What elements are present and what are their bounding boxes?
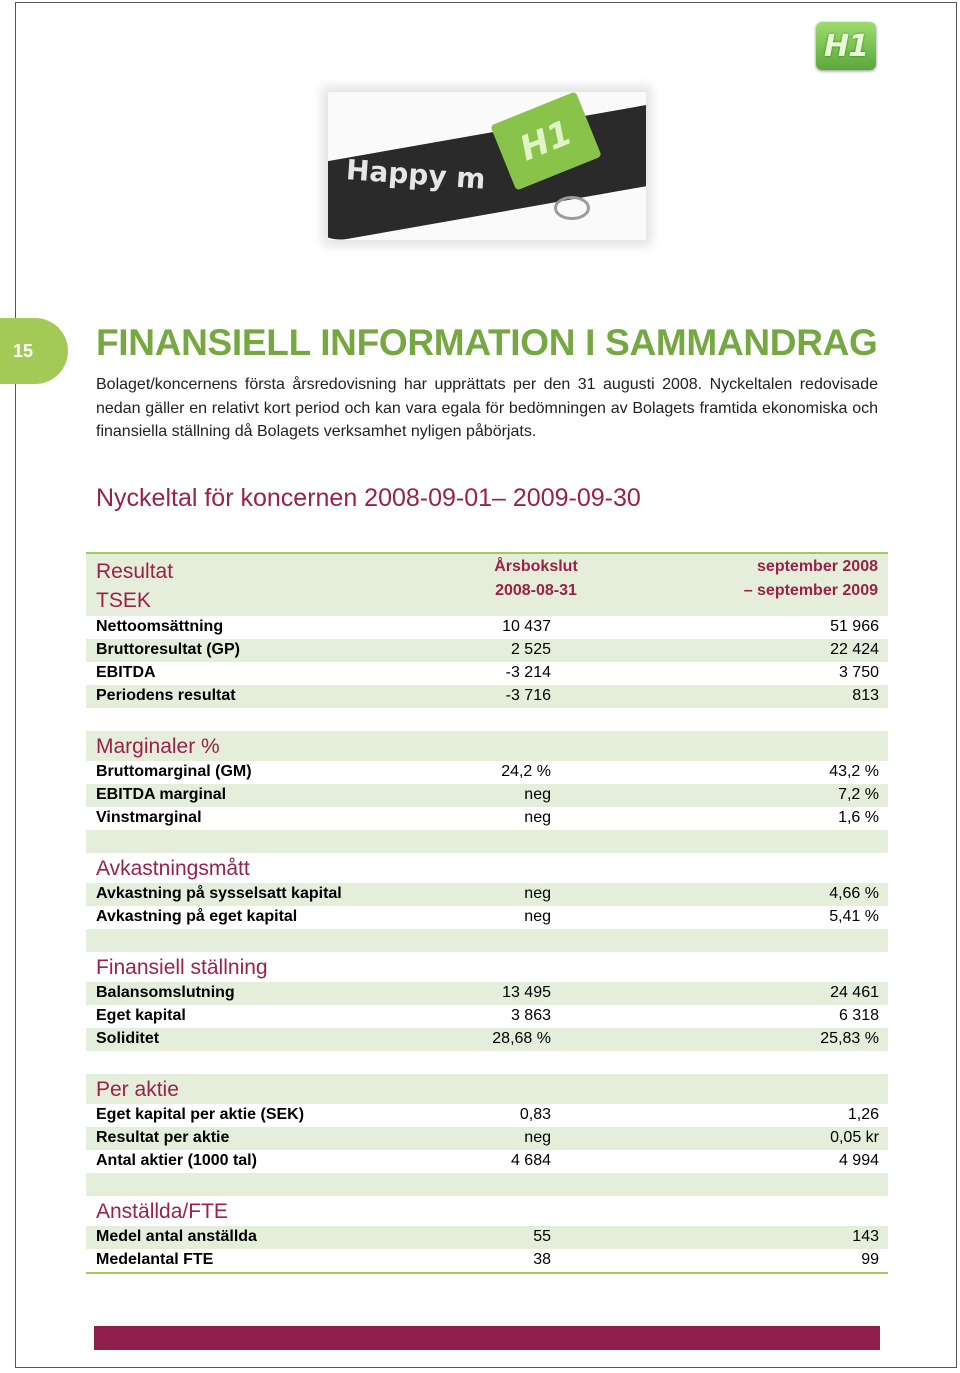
table-row: [86, 685, 888, 708]
row-value-1: 13 495: [502, 984, 551, 1001]
row-label: Balansomslutning: [96, 984, 235, 1001]
spacer-row: [86, 1173, 888, 1196]
row-value-2: 0,05 kr: [830, 1129, 879, 1146]
table-row: [86, 662, 888, 685]
table-row: [86, 906, 888, 929]
row-value-1: 28,68 %: [492, 1030, 551, 1047]
header-col1-line2: 2008-08-31: [495, 582, 577, 599]
page-number-badge: [0, 318, 68, 384]
header-col2-line1: september 2008: [757, 558, 878, 575]
section-header-finansiell: [86, 952, 888, 982]
lanyard-photo: [328, 92, 646, 240]
section-header-avkastning: [86, 853, 888, 883]
table-row: [86, 1127, 888, 1150]
page-number: 15: [12, 340, 34, 361]
table-row: [86, 1150, 888, 1173]
row-label: Soliditet: [96, 1030, 160, 1047]
row-value-2: 99: [861, 1251, 879, 1268]
row-value-1: neg: [524, 786, 551, 803]
header-resultat: Resultat: [96, 560, 174, 583]
spacer-row: [86, 830, 888, 853]
header-col2-line2: – september 2009: [743, 582, 878, 599]
table-row: [86, 1028, 888, 1051]
section-title: Avkastningsmått: [96, 857, 250, 880]
row-label: Medel antal anställda: [96, 1228, 257, 1245]
row-label: EBITDA marginal: [96, 786, 227, 803]
row-label: Bruttoresultat (GP): [96, 641, 240, 658]
row-value-2: 51 966: [830, 618, 879, 635]
row-label: Eget kapital per aktie (SEK): [96, 1106, 305, 1123]
row-value-1: neg: [524, 1129, 551, 1146]
table-header: [86, 554, 888, 616]
table-row: [86, 982, 888, 1005]
row-value-2: 5,41 %: [829, 908, 879, 925]
row-label: Nettoomsättning: [96, 618, 224, 635]
row-value-2: 6 318: [838, 1007, 879, 1024]
row-value-2: 4 994: [838, 1152, 879, 1169]
table-row: [86, 639, 888, 662]
row-value-2: 1,26: [847, 1106, 879, 1123]
row-value-1: neg: [524, 885, 551, 902]
spacer-row: [86, 929, 888, 952]
strap-text: Happy m: [345, 153, 487, 196]
row-value-1: 55: [533, 1228, 551, 1245]
page-title: FINANSIELL INFORMATION I SAMMANDRAG: [96, 322, 878, 363]
row-value-1: 3 863: [510, 1007, 551, 1024]
intro-paragraph: Bolaget/koncernens första årsredovisning har upprättats per den 31 augusti 2008. Nyckeltalen redovisade nedan gäller en relativt kort period och kan vara egala för bedömningen av Bolagets framtida ekonomiska och finansiella ställning då Bolagets verksamhet nyligen påbörjats.: [96, 376, 878, 440]
row-value-2: 7,2 %: [838, 786, 879, 803]
row-label: Avkastning på sysselsatt kapital: [96, 885, 342, 902]
row-value-1: 38: [533, 1251, 551, 1268]
section-title: Anställda/FTE: [96, 1200, 228, 1223]
row-label: Resultat per aktie: [96, 1129, 230, 1146]
spacer-row: [86, 708, 888, 731]
header-col1-line1: Årsbokslut: [494, 558, 578, 575]
row-label: Periodens resultat: [96, 687, 236, 704]
row-label: Medelantal FTE: [96, 1251, 214, 1268]
section-title: Finansiell ställning: [96, 956, 268, 979]
row-label: Vinstmarginal: [96, 809, 202, 826]
row-value-2: 22 424: [830, 641, 879, 658]
table-row: [86, 883, 888, 906]
row-label: Bruttomarginal (GM): [96, 763, 252, 780]
row-value-1: neg: [524, 809, 551, 826]
section-header-per-aktie: [86, 1074, 888, 1104]
section-header-marginaler: [86, 731, 888, 761]
header-tsek: TSEK: [96, 589, 151, 612]
section-subtitle: Nyckeltal för koncernen 2008-09-01– 2009-09-30: [96, 484, 641, 512]
footer-bar: [94, 1326, 880, 1350]
table-row: [86, 616, 888, 639]
h1-logo: [816, 22, 876, 70]
row-value-1: 4 684: [510, 1152, 551, 1169]
table-row: [86, 1249, 888, 1272]
row-label: Eget kapital: [96, 1007, 186, 1024]
row-value-2: 1,6 %: [838, 809, 879, 826]
row-value-2: 143: [852, 1228, 879, 1245]
section-title: Marginaler %: [96, 735, 220, 758]
row-value-1: -3 716: [505, 687, 551, 704]
row-value-1: 0,83: [519, 1106, 551, 1123]
table-row: [86, 761, 888, 784]
section-title: Per aktie: [96, 1078, 179, 1101]
row-label: Antal aktier (1000 tal): [96, 1152, 257, 1169]
row-label: EBITDA: [96, 664, 156, 681]
row-value-2: 43,2 %: [829, 763, 879, 780]
row-value-2: 4,66 %: [829, 885, 879, 902]
table-row: [86, 807, 888, 830]
row-value-1: -3 214: [505, 664, 551, 681]
section-header-anstallda: [86, 1196, 888, 1226]
row-label: Avkastning på eget kapital: [96, 908, 298, 925]
tag-text: H1: [514, 112, 578, 170]
key-ring: [554, 196, 590, 220]
row-value-1: 24,2 %: [501, 763, 551, 780]
table-row: [86, 1226, 888, 1249]
spacer-row: [86, 1051, 888, 1074]
row-value-1: 10 437: [502, 618, 551, 635]
row-value-2: 813: [852, 687, 879, 704]
table-row: [86, 1005, 888, 1028]
table-row: [86, 784, 888, 807]
row-value-2: 3 750: [838, 664, 879, 681]
row-value-1: neg: [524, 908, 551, 925]
table-row: [86, 1104, 888, 1127]
logo-text: H1: [824, 28, 868, 64]
row-value-1: 2 525: [510, 641, 551, 658]
row-value-2: 25,83 %: [820, 1030, 879, 1047]
row-value-2: 24 461: [830, 984, 879, 1001]
key-figures-table: [86, 552, 888, 1274]
